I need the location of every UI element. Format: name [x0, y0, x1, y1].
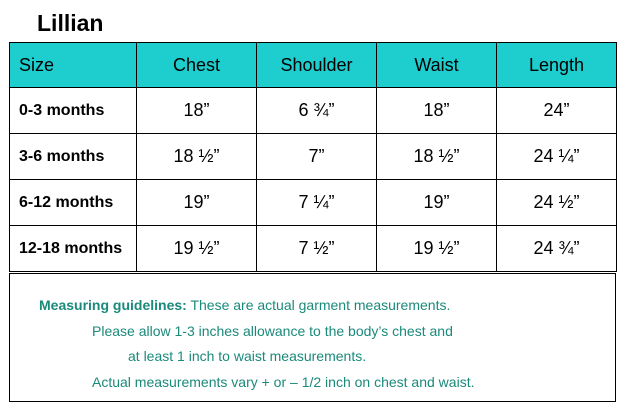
table-row	[10, 226, 617, 272]
length-cell: 24 ½”	[497, 180, 617, 226]
guideline-line-2: Please allow 1-3 inches allowance to the body’s chest and	[92, 323, 453, 339]
guideline-line-1	[39, 295, 450, 315]
chest-cell: 18”	[137, 88, 257, 134]
shoulder-cell: 6 ¾”	[257, 88, 377, 134]
chest-cell: 18 ½”	[137, 134, 257, 180]
size-cell: 3-6 months	[10, 134, 137, 180]
header-chest: Chest	[137, 43, 257, 88]
table-row	[10, 88, 617, 134]
shoulder-cell: 7 ½”	[257, 226, 377, 272]
size-chart-table	[9, 42, 617, 272]
header-waist: Waist	[377, 43, 497, 88]
waist-cell: 19”	[377, 180, 497, 226]
guideline-text-1: These are actual garment measurements.	[186, 297, 451, 313]
table-row	[10, 180, 617, 226]
guideline-line-4: Actual measurements vary + or – 1/2 inch on chest and waist.	[92, 374, 475, 390]
size-cell: 6-12 months	[10, 180, 137, 226]
chest-cell: 19”	[137, 180, 257, 226]
guideline-heading: Measuring guidelines:	[39, 297, 187, 313]
header-length: Length	[497, 43, 617, 88]
length-cell: 24 ¾”	[497, 226, 617, 272]
chest-cell: 19 ½”	[137, 226, 257, 272]
waist-cell: 18 ½”	[377, 134, 497, 180]
waist-cell: 19 ½”	[377, 226, 497, 272]
length-cell: 24 ¼”	[497, 134, 617, 180]
length-cell: 24”	[497, 88, 617, 134]
guideline-line-3: at least 1 inch to waist measurements.	[128, 348, 367, 364]
size-cell: 0-3 months	[10, 88, 137, 134]
header-size: Size	[10, 43, 137, 88]
waist-cell: 18”	[377, 88, 497, 134]
table-header-row	[10, 43, 617, 88]
size-cell: 12-18 months	[10, 226, 137, 272]
header-shoulder: Shoulder	[257, 43, 377, 88]
shoulder-cell: 7 ¼”	[257, 180, 377, 226]
shoulder-cell: 7”	[257, 134, 377, 180]
table-row	[10, 134, 617, 180]
page-title: Lillian	[37, 10, 104, 36]
measuring-guidelines-box	[9, 273, 616, 402]
